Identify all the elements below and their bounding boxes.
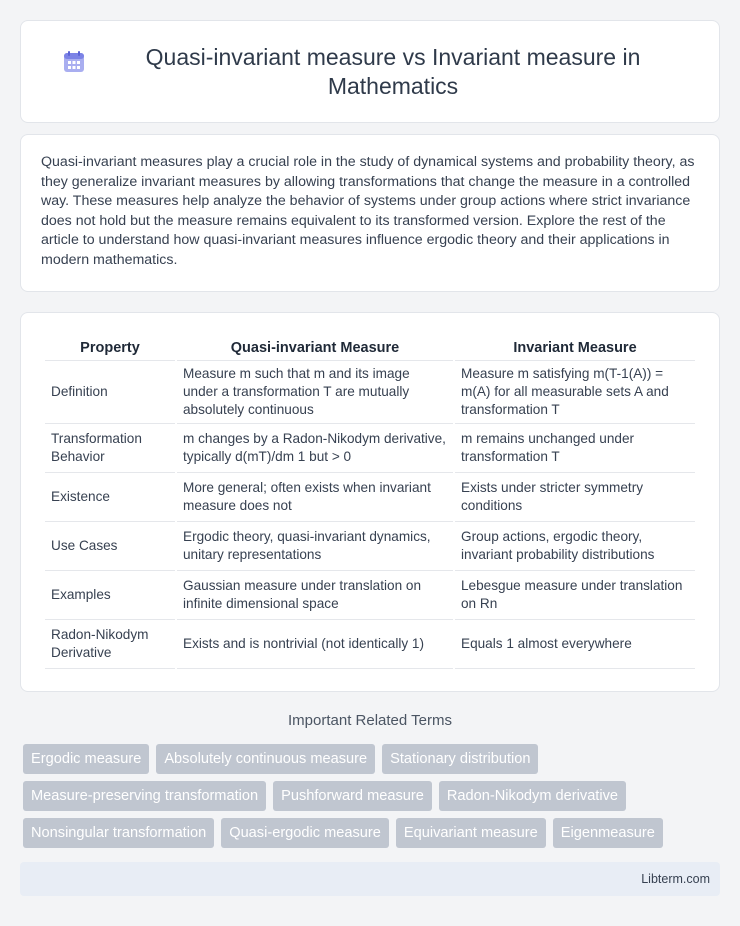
cell-quasi: Measure m such that m and its image under a transformation T are mutually absolutely continuous [177, 361, 453, 424]
cell-invariant: Group actions, ergodic theory, invariant probability distributions [455, 522, 695, 571]
cell-invariant: Equals 1 almost everywhere [455, 620, 695, 669]
term-tag[interactable]: Equivariant measure [396, 818, 546, 848]
term-tag[interactable]: Pushforward measure [273, 781, 432, 811]
cell-quasi: Ergodic theory, quasi-invariant dynamics, unitary representations [177, 522, 453, 571]
term-row [23, 744, 723, 774]
cell-quasi: Exists and is nontrivial (not identically 1) [177, 620, 453, 669]
table-header-row [45, 333, 695, 361]
term-tag[interactable]: Absolutely continuous measure [156, 744, 375, 774]
term-tag[interactable]: Nonsingular transformation [23, 818, 214, 848]
cell-property: Use Cases [45, 522, 175, 571]
intro-paragraph: Quasi-invariant measures play a crucial role in the study of dynamical systems and probability theory, as they generalize invariant measures by allowing transformations that change the measure in a controlled way. These measures help analyze the behavior of systems under group actions where strict invariance does not hold but the measure remains equivalent to its transformed version. Explore the rest of the article to understand how quasi-invariant measures influence ergodic theory and their applications in modern mathematics. [41, 154, 695, 268]
cell-property: Transformation Behavior [45, 424, 175, 473]
table-row [45, 620, 695, 669]
cell-quasi: Gaussian measure under translation on infinite dimensional space [177, 571, 453, 620]
term-tag[interactable]: Radon-Nikodym derivative [439, 781, 626, 811]
cell-invariant: Exists under stricter symmetry conditions [455, 473, 695, 522]
cell-property: Existence [45, 473, 175, 522]
term-tag[interactable]: Ergodic measure [23, 744, 149, 774]
term-tag[interactable]: Measure-preserving transformation [23, 781, 266, 811]
comparison-table [43, 333, 697, 669]
cell-property: Definition [45, 361, 175, 424]
title-card [20, 20, 720, 123]
term-row [23, 781, 723, 811]
table-row [45, 571, 695, 620]
term-tag[interactable]: Quasi-ergodic measure [221, 818, 389, 848]
cell-invariant: Lebesgue measure under translation on Rn [455, 571, 695, 620]
header-invariant: Invariant Measure [455, 333, 695, 361]
footer [20, 862, 720, 896]
footer-site-link[interactable]: Libterm.com [641, 872, 710, 886]
cell-quasi: m changes by a Radon-Nikodym derivative, typically d(mT)/dm 1 but > 0 [177, 424, 453, 473]
table-row [45, 361, 695, 424]
page-title: Quasi-invariant measure vs Invariant measure in Mathematics [145, 43, 641, 99]
term-row [23, 818, 723, 848]
table-row [45, 473, 695, 522]
cell-invariant: Measure m satisfying m(T-1(A)) = m(A) for all measurable sets A and transformation T [455, 361, 695, 424]
cell-property: Radon-Nikodym Derivative [45, 620, 175, 669]
related-terms-heading: Important Related Terms [288, 712, 452, 729]
term-tag[interactable]: Eigenmeasure [553, 818, 663, 848]
cell-property: Examples [45, 571, 175, 620]
header-property: Property [45, 333, 175, 361]
table-row [45, 424, 695, 473]
table-row [45, 522, 695, 571]
header-quasi-invariant: Quasi-invariant Measure [177, 333, 453, 361]
calendar-icon [61, 49, 87, 75]
comparison-card [20, 312, 720, 692]
intro-card [20, 134, 720, 292]
cell-invariant: m remains unchanged under transformation T [455, 424, 695, 473]
cell-quasi: More general; often exists when invariant measure does not [177, 473, 453, 522]
related-terms [23, 744, 723, 855]
term-tag[interactable]: Stationary distribution [382, 744, 538, 774]
